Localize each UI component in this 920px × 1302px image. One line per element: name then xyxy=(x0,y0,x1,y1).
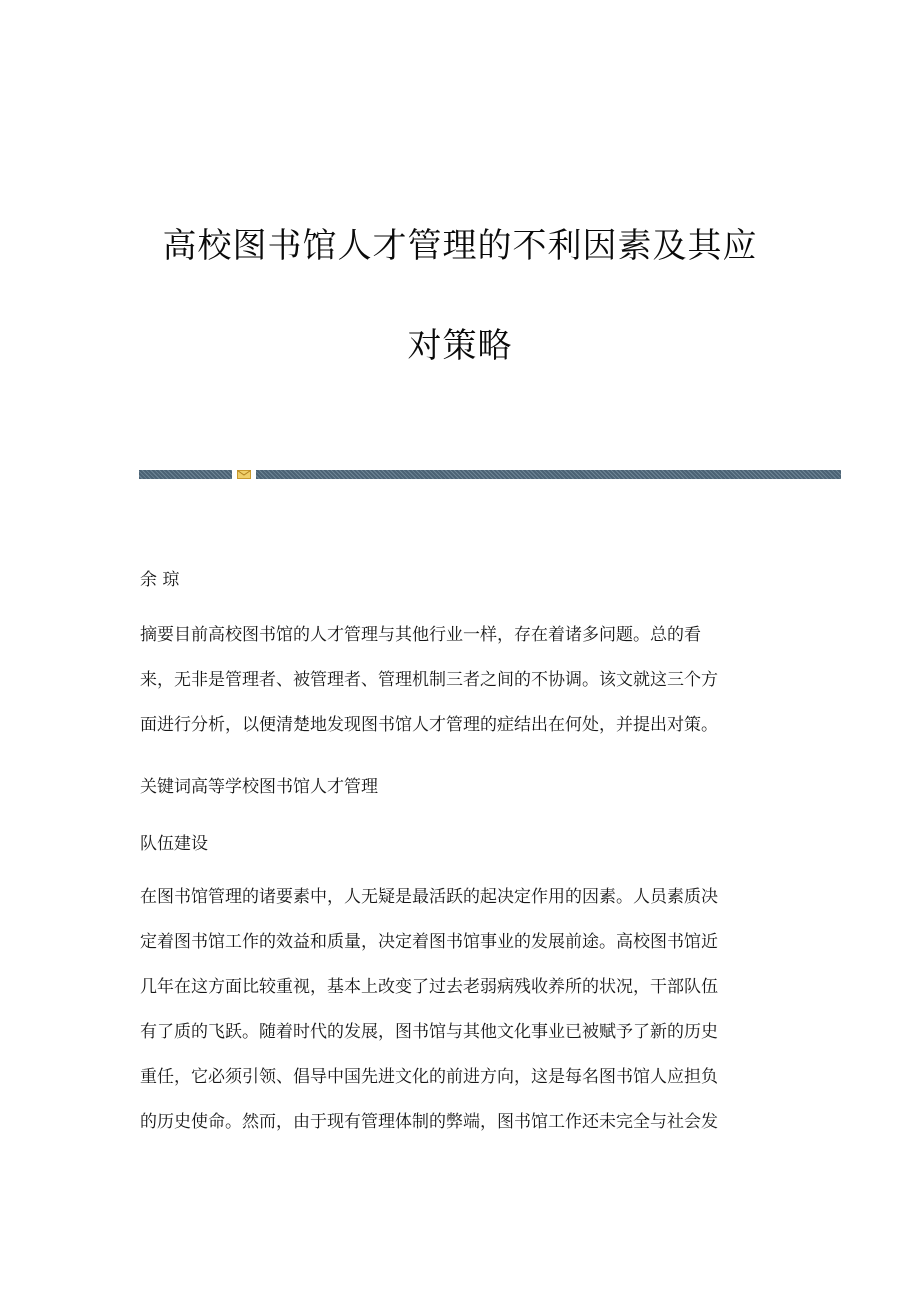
abstract-line: 来，无非是管理者、被管理者、管理机制三者之间的不协调。该文就这三个方 xyxy=(140,670,718,690)
envelope-icon xyxy=(237,470,251,479)
abstract-line: 面进行分析，以便清楚地发现图书馆人才管理的症结出在何处，并提出对策。 xyxy=(140,715,718,735)
section-heading: 队伍建设 xyxy=(140,834,208,854)
document-title-line-2: 对策略 xyxy=(407,326,513,366)
keywords: 关键词高等学校图书馆人才管理 xyxy=(140,777,378,797)
divider-bar-right xyxy=(256,470,841,479)
title-divider xyxy=(139,470,841,479)
abstract xyxy=(140,620,780,755)
body-line: 有了质的飞跃。随着时代的发展，图书馆与其他文化事业已被赋予了新的历史 xyxy=(140,1022,718,1042)
body-line: 几年在这方面比较重视，基本上改变了过去老弱病残收养所的状况，干部队伍 xyxy=(140,977,718,997)
divider-bar-left xyxy=(139,470,232,479)
author-name: 余 琼 xyxy=(140,570,180,590)
body-line: 定着图书馆工作的效益和质量，决定着图书馆事业的发展前途。高校图书馆近 xyxy=(140,932,718,952)
body-line: 的历史使命。然而，由于现有管理体制的弊端，图书馆工作还未完全与社会发 xyxy=(140,1112,718,1132)
body-line: 在图书馆管理的诸要素中，人无疑是最活跃的起决定作用的因素。人员素质决 xyxy=(140,887,718,907)
document-title-line-1: 高校图书馆人才管理的不利因素及其应 xyxy=(162,226,758,266)
body-line: 重任，它必须引领、倡导中国先进文化的前进方向，这是每名图书馆人应担负 xyxy=(140,1067,718,1087)
body-text xyxy=(140,882,780,1152)
abstract-line: 摘要目前高校图书馆的人才管理与其他行业一样，存在着诸多问题。总的看 xyxy=(140,625,701,645)
